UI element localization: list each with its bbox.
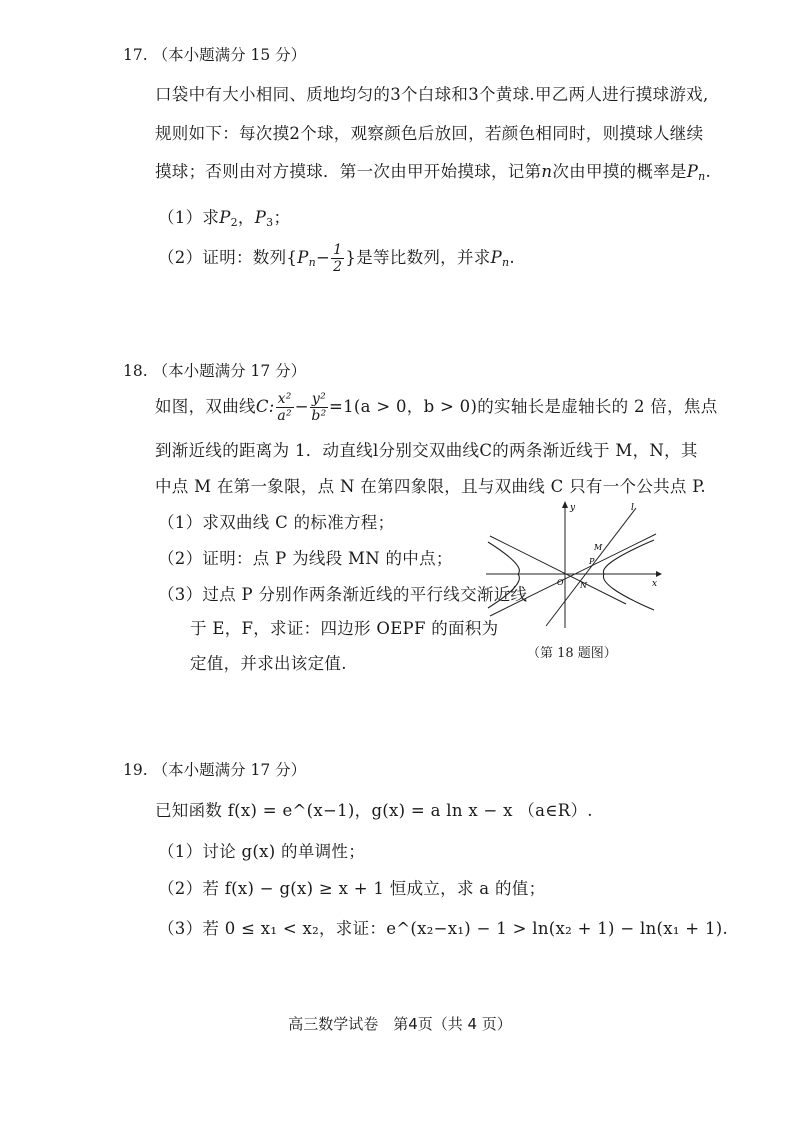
label-y: y xyxy=(570,503,576,513)
line-l xyxy=(546,508,636,626)
hyperbola-figure xyxy=(486,498,664,630)
q19-part-1: （1）讨论 g(x) 的单调性； xyxy=(158,842,366,861)
hyperbola-left-branch xyxy=(488,542,519,608)
label-M: M xyxy=(594,543,603,552)
q18-part-3: （3）过点 P 分别作两条渐近线的平行线交渐近线 xyxy=(158,585,528,604)
label-x: x xyxy=(652,579,658,589)
y-axis-arrow xyxy=(562,501,568,508)
q17-part-2: （2）证明：数列{$P_n-$ $\frac{1}{2}$ }是等比数列，并求$P_n$. xyxy=(158,242,515,275)
q19-part-3: （3）若 0 ≤ x₁ < x₂，求证：e^(x₂−x₁) − 1 > ln(x₂ + 1) − ln(x₁ + 1). xyxy=(158,919,729,938)
fraction-one-half: $\frac{1}{2}$ xyxy=(333,242,343,275)
fraction-x2-a2: $\frac{\text{x²}}{\text{a²}}$ xyxy=(277,391,292,424)
asymptote-negative xyxy=(490,536,626,604)
q18-line-2: 到渐近线的距离为 1．动直线l分别交双曲线C的两条渐近线于 M，N，其 xyxy=(155,441,698,460)
q18-part-1: （1）求双曲线 C 的标准方程； xyxy=(158,513,395,532)
q17-header: 17. （本小题满分 15 分） xyxy=(123,46,307,64)
q18-header: 18. （本小题满分 17 分） xyxy=(123,362,307,380)
q19-part-2: （2）若 f(x) − g(x) ≥ x + 1 恒成立，求 a 的值； xyxy=(158,879,546,898)
label-N: N xyxy=(580,581,587,590)
asymptote-positive xyxy=(490,534,656,616)
q19-header: 19. （本小题满分 17 分） xyxy=(123,761,307,779)
q17-line-1: 口袋中有大小相同、质地均匀的3个白球和3个黄球.甲乙两人进行摸球游戏, xyxy=(155,85,709,104)
q18-line-1: 如图，双曲线C: $\frac{\text{x²}}{\text{a²}}$ − $\frac{\text{y²}}{\text{b²}}$ =1(a > 0，b > 0)的实轴长是虚轴长的 2 倍，焦点 xyxy=(155,391,718,424)
q18-part-3-cont: 于 E，F，求证：四边形 OEPF 的面积为 xyxy=(190,619,499,638)
x-axis-arrow xyxy=(656,571,662,577)
hyperbola-right-branch xyxy=(603,540,654,610)
label-l: l xyxy=(631,503,634,513)
page-footer: 高三数学试卷 第4页（共 4 页） xyxy=(288,1015,512,1033)
figure-caption: （第 18 题图） xyxy=(527,646,617,661)
label-O: O xyxy=(557,578,564,587)
label-P: P xyxy=(589,557,595,566)
q18-line-3: 中点 M 在第一象限，点 N 在第四象限，且与双曲线 C 只有一个公共点 P. xyxy=(155,477,706,496)
q17-line-3: 摸球；否则由对方摸球．第一次由甲开始摸球，记第n次由甲摸的概率是$P_n$. xyxy=(155,162,712,183)
q19-line-1: 已知函数 f(x) = e^(x−1)，g(x) = a ln x − x （a∈R）. xyxy=(155,801,593,820)
q18-part-3-cont-2: 定值，并求出该定值. xyxy=(190,654,347,673)
q17-part-1: （1）求$P_2$，$P_3$； xyxy=(158,208,291,229)
fraction-y2-b2: $\frac{\text{y²}}{\text{b²}}$ xyxy=(311,391,327,424)
q17-line-2: 规则如下：每次摸2个球，观察颜色后放回，若颜色相同时，则摸球人继续 xyxy=(155,124,704,143)
q18-part-2: （2）证明：点 P 为线段 MN 的中点； xyxy=(158,549,453,568)
